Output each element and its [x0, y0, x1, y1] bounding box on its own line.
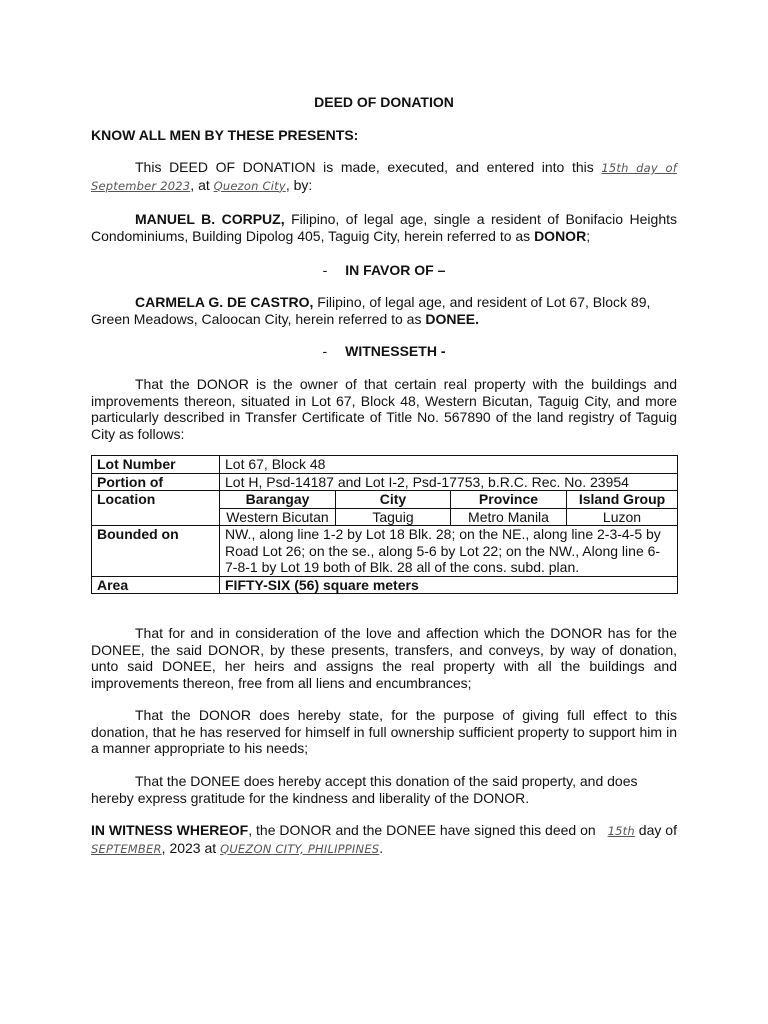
property-paragraph: That the DONOR is the owner of that certain real property with the buildings and improvements thereon, situated in Lot 67, Block 48, Western Bicutan, Taguig City, and more particularly described in Transfer Certificate of Title No. 567890 of the land registry of Taguig City as follows:	[91, 376, 677, 442]
portion-label: Portion of	[92, 473, 220, 491]
portion-value: Lot H, Psd-14187 and Lot I-2, Psd-17753, b.R.C. Rec. No. 23954	[220, 473, 678, 491]
handwritten-witness-place: QUEZON CITY, PHILIPPINES	[220, 841, 380, 856]
acceptance-paragraph: That the DONEE does hereby accept this donation of the said property, and does hereby express gratitude for the kindness and liberality of the DONOR.	[91, 773, 638, 806]
table-row	[92, 576, 678, 594]
donor-end: ;	[586, 227, 591, 244]
island-group-header: Island Group	[567, 491, 678, 509]
city-value: Taguig	[336, 508, 451, 526]
witnesseth-dash: -	[322, 343, 328, 359]
document-title: DEED OF DONATION	[314, 94, 454, 110]
reservation-paragraph: That the DONOR does hereby state, for the purpose of giving full effect to this donation, that he has reserved for himself in full ownership sufficient property to support him in a manner appropriate to his needs;	[91, 707, 677, 756]
witness-text-d: .	[379, 839, 384, 856]
property-table	[91, 455, 678, 594]
bounded-value: NW., along line 1-2 by Lot 18 Blk. 28; on the NE., along line 2-3-4-5 by Road Lot 26; on the se., along 5-6 by Lot 22; on the NW., Along line 6-7-8-1 by Lot 19 both of Blk. 28 all of the cons. subd. plan.	[220, 526, 678, 577]
intro-text-c: , by:	[285, 176, 313, 193]
barangay-value: Western Bicutan	[220, 508, 336, 526]
intro-paragraph	[91, 159, 677, 194]
donor-paragraph	[91, 211, 677, 244]
intro-text-a: This DEED OF DONATION is made, executed, and entered into this	[135, 159, 602, 175]
donor-text: Filipino, of legal age, single a resident of Bonifacio Heights Condominiums, Building Dipolog 405, Taguig City, herein referred to as	[91, 211, 677, 244]
handwritten-date: 15th day of September 2023	[91, 161, 677, 193]
donor-name: MANUEL B. CORPUZ,	[135, 211, 285, 227]
donee-role: DONEE.	[425, 310, 480, 327]
witnesseth-label: WITNESSETH -	[345, 343, 446, 359]
donee-name: CARMELA G. DE CASTRO,	[135, 294, 314, 310]
city-header: City	[336, 491, 451, 509]
table-row	[92, 491, 678, 509]
witness-text-c: , 2023 at	[161, 839, 221, 856]
in-favor-label: IN FAVOR OF –	[345, 262, 446, 278]
witness-text-b: day of	[634, 822, 677, 838]
lot-number-label: Lot Number	[92, 456, 220, 474]
island-group-value: Luzon	[567, 508, 678, 526]
handwritten-month: SEPTEMBER	[91, 841, 162, 856]
donee-text: Filipino, of legal age, and resident of Lot 67, Block 89, Green Meadows, Caloocan City, herein referred to as	[91, 294, 651, 327]
in-favor-heading	[91, 262, 677, 279]
barangay-header: Barangay	[220, 491, 336, 509]
preamble-heading: KNOW ALL MEN BY THESE PRESENTS:	[91, 127, 359, 143]
in-favor-dash: -	[322, 262, 328, 278]
witness-text-a: , the DONOR and the DONEE have signed this deed on	[248, 822, 600, 838]
donor-role: DONOR	[534, 227, 587, 244]
donee-paragraph	[91, 294, 677, 327]
area-value: FIFTY-SIX (56) square meters	[220, 576, 678, 594]
location-label: Location	[92, 491, 220, 526]
table-row	[92, 473, 678, 491]
table-row	[92, 456, 678, 474]
province-header: Province	[451, 491, 567, 509]
witness-paragraph	[91, 822, 677, 857]
lot-number-value: Lot 67, Block 48	[220, 456, 678, 474]
witness-lead: IN WITNESS WHEREOF	[91, 822, 249, 838]
witnesseth-heading	[91, 343, 677, 360]
table-row	[92, 526, 678, 577]
handwritten-day: 15th	[607, 824, 635, 838]
province-value: Metro Manila	[451, 508, 567, 526]
bounded-label: Bounded on	[92, 526, 220, 577]
intro-text-b: , at	[190, 176, 214, 193]
area-label: Area	[92, 576, 220, 594]
handwritten-place: Quezon City	[213, 178, 286, 193]
consideration-paragraph: That for and in consideration of the love and affection which the DONOR has for the DONEE, the said DONOR, by these presents, transfers, and conveys, by way of donation, unto said DONEE, her heirs and assigns the real property with all the buildings and improvements thereon, free from all liens and encumbrances;	[91, 625, 677, 691]
